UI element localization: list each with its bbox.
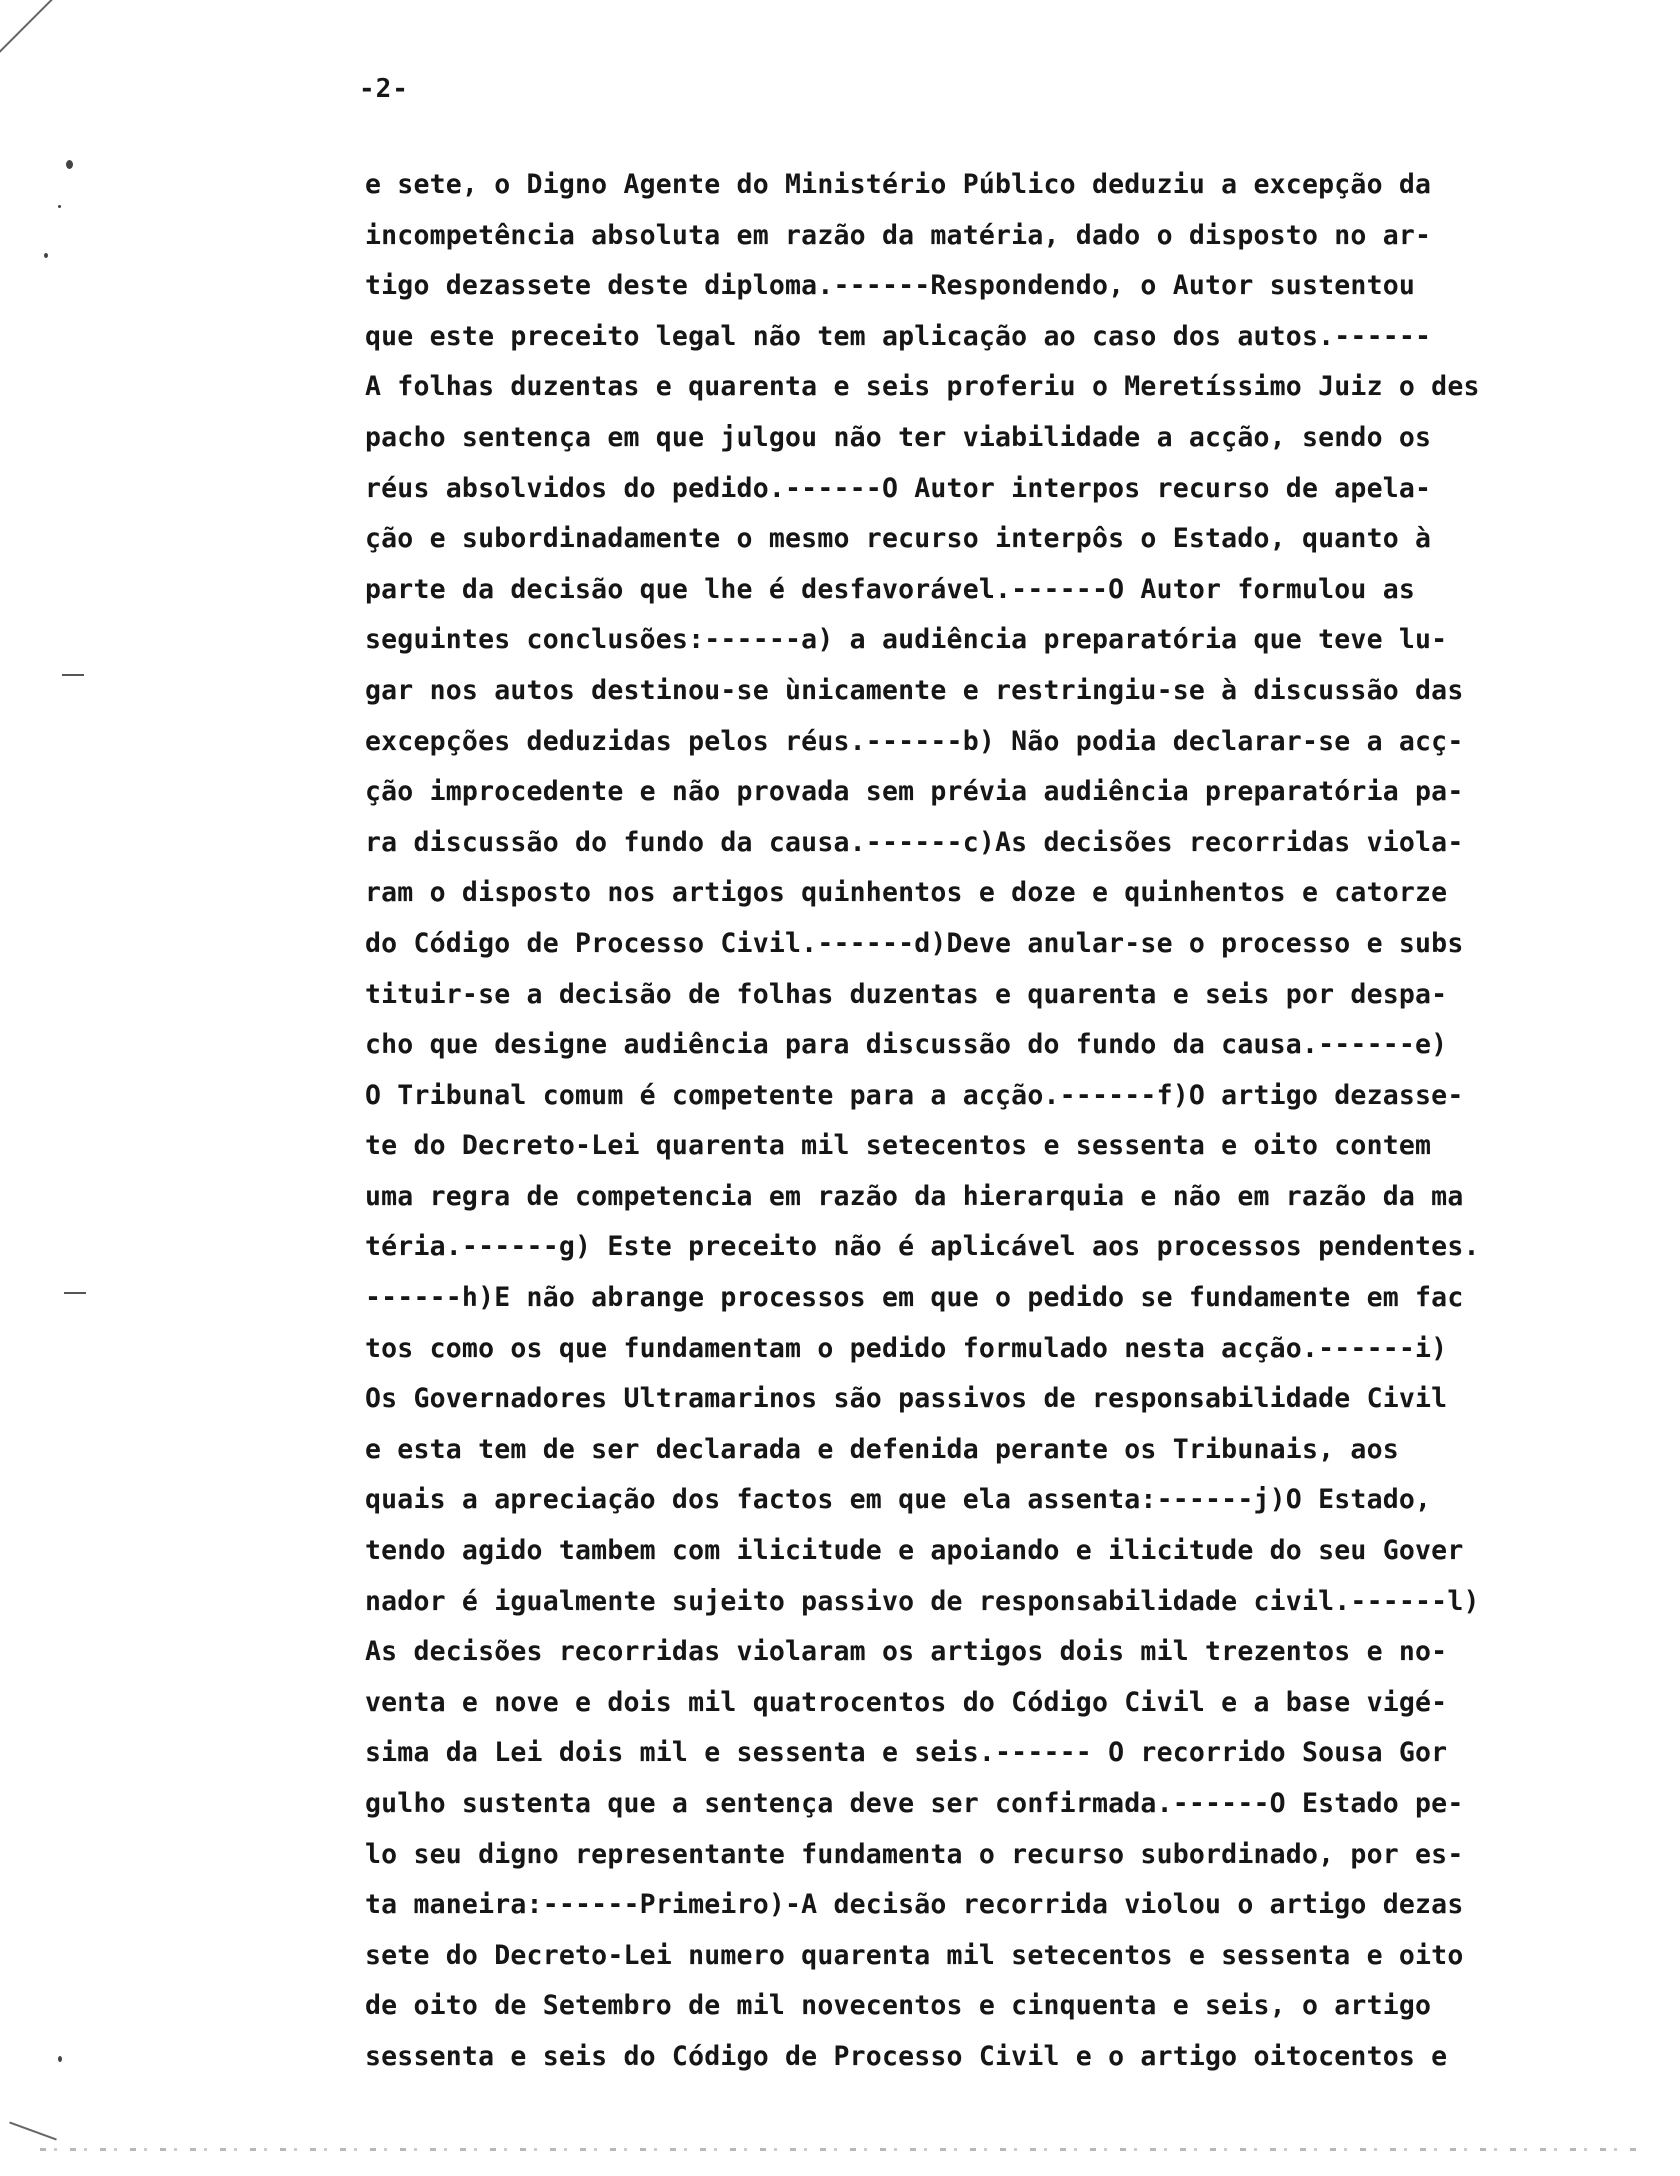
text-line: tituir-se a decisão de folhas duzentas e quarenta e seis por despa- — [365, 978, 1448, 1010]
margin-dash — [64, 1292, 86, 1294]
text-line: do Código de Processo Civil.------d)Deve anular-se o processo e subs — [365, 927, 1464, 959]
text-line: uma regra de competencia em razão da hierarquia e não em razão da ma — [365, 1180, 1464, 1212]
text-line: seguintes conclusões:------a) a audiência preparatória que teve lu- — [365, 624, 1448, 656]
text-line: parte da decisão que lhe é desfavorável.------O Autor formulou as — [365, 573, 1416, 605]
text-line: pacho sentença em que julgou não ter viabilidade a acção, sendo os — [365, 421, 1432, 453]
text-line: A folhas duzentas e quarenta e seis proferiu o Meretíssimo Juiz o des — [365, 371, 1480, 403]
scan-corner-line — [0, 0, 55, 61]
text-line: quais a apreciação dos factos em que ela assenta:------j)O Estado, — [365, 1484, 1432, 1516]
text-line: venta e nove e dois mil quatrocentos do Código Civil e a base vigé- — [365, 1686, 1448, 1718]
text-line: sima da Lei dois mil e sessenta e seis.------ O recorrido Sousa Gor — [365, 1737, 1448, 1769]
text-line: nador é igualmente sujeito passivo de responsabilidade civil.------l) — [365, 1585, 1480, 1617]
text-line: gulho sustenta que a sentença deve ser confirmada.------O Estado pe- — [365, 1788, 1464, 1819]
text-line: lo seu digno representante fundamenta o recurso subordinado, por es- — [365, 1838, 1464, 1870]
typed-body — [365, 160, 1625, 2083]
text-line: gar nos autos destinou-se ùnicamente e restringiu-se à discussão das — [365, 674, 1464, 706]
text-line: excepções deduzidas pelos réus.------b) Não podia declarar-se a acç- — [365, 725, 1464, 757]
text-line: tendo agido tambem com ilicitude e apoiando e ilicitude do seu Gover — [365, 1535, 1464, 1567]
margin-dash — [62, 674, 84, 676]
margin-speck — [58, 205, 61, 208]
bottom-left-scribble — [9, 2122, 57, 2141]
text-line: de oito de Setembro de mil novecentos e cinquenta e seis, o artigo — [365, 1990, 1432, 2022]
text-line: ra discussão do fundo da causa.------c)As decisões recorridas viola- — [365, 826, 1464, 858]
text-line: que este preceito legal não tem aplicação ao caso dos autos.------ — [365, 320, 1432, 352]
text-line: ta maneira:------Primeiro)-A decisão recorrida violou o artigo dezas — [365, 1889, 1464, 1921]
bottom-scan-noise — [40, 2148, 1640, 2151]
text-line: e esta tem de ser declarada e defenida perante os Tribunais, aos — [365, 1433, 1399, 1465]
text-line: e sete, o Digno Agente do Ministério Público deduziu a excepção da — [365, 169, 1432, 200]
text-line: As decisões recorridas violaram os artigos dois mil trezentos e no- — [365, 1636, 1448, 1668]
text-line: te do Decreto-Lei quarenta mil setecentos e sessenta e oito contem — [365, 1130, 1432, 1162]
text-line: sete do Decreto-Lei numero quarenta mil setecentos e sessenta e oito — [365, 1939, 1464, 1971]
text-line: ção e subordinadamente o mesmo recurso interpôs o Estado, quanto à — [365, 523, 1432, 555]
text-line: ção improcedente e não provada sem prévia audiência preparatória pa- — [365, 776, 1464, 808]
text-line: ------h)E não abrange processos em que o pedido se fundamente em fac — [365, 1282, 1464, 1314]
text-line: sessenta e seis do Código de Processo Civil e o artigo oitocentos e — [365, 2040, 1448, 2072]
text-line: ram o disposto nos artigos quinhentos e doze e quinhentos e catorze — [365, 877, 1448, 909]
text-line: réus absolvidos do pedido.------O Autor interpos recurso de apela- — [365, 472, 1432, 504]
text-line: O Tribunal comum é competente para a acção.------f)O artigo dezasse- — [365, 1079, 1464, 1111]
page-number: -2- — [359, 74, 409, 104]
text-line: Os Governadores Ultramarinos são passivos de responsabilidade Civil — [365, 1383, 1448, 1415]
margin-speck — [44, 253, 48, 258]
margin-speck — [58, 2056, 62, 2062]
text-line: téria.------g) Este preceito não é aplicável aos processos pendentes. — [365, 1231, 1480, 1263]
text-line: cho que designe audiência para discussão do fundo da causa.------e) — [365, 1029, 1448, 1061]
text-line: tos como os que fundamentam o pedido formulado nesta acção.------i) — [365, 1332, 1448, 1364]
text-line: tigo dezassete deste diploma.------Respondendo, o Autor sustentou — [365, 270, 1416, 302]
margin-speck — [66, 160, 73, 169]
text-line: incompetência absoluta em razão da matéria, dado o disposto no ar- — [365, 219, 1432, 251]
